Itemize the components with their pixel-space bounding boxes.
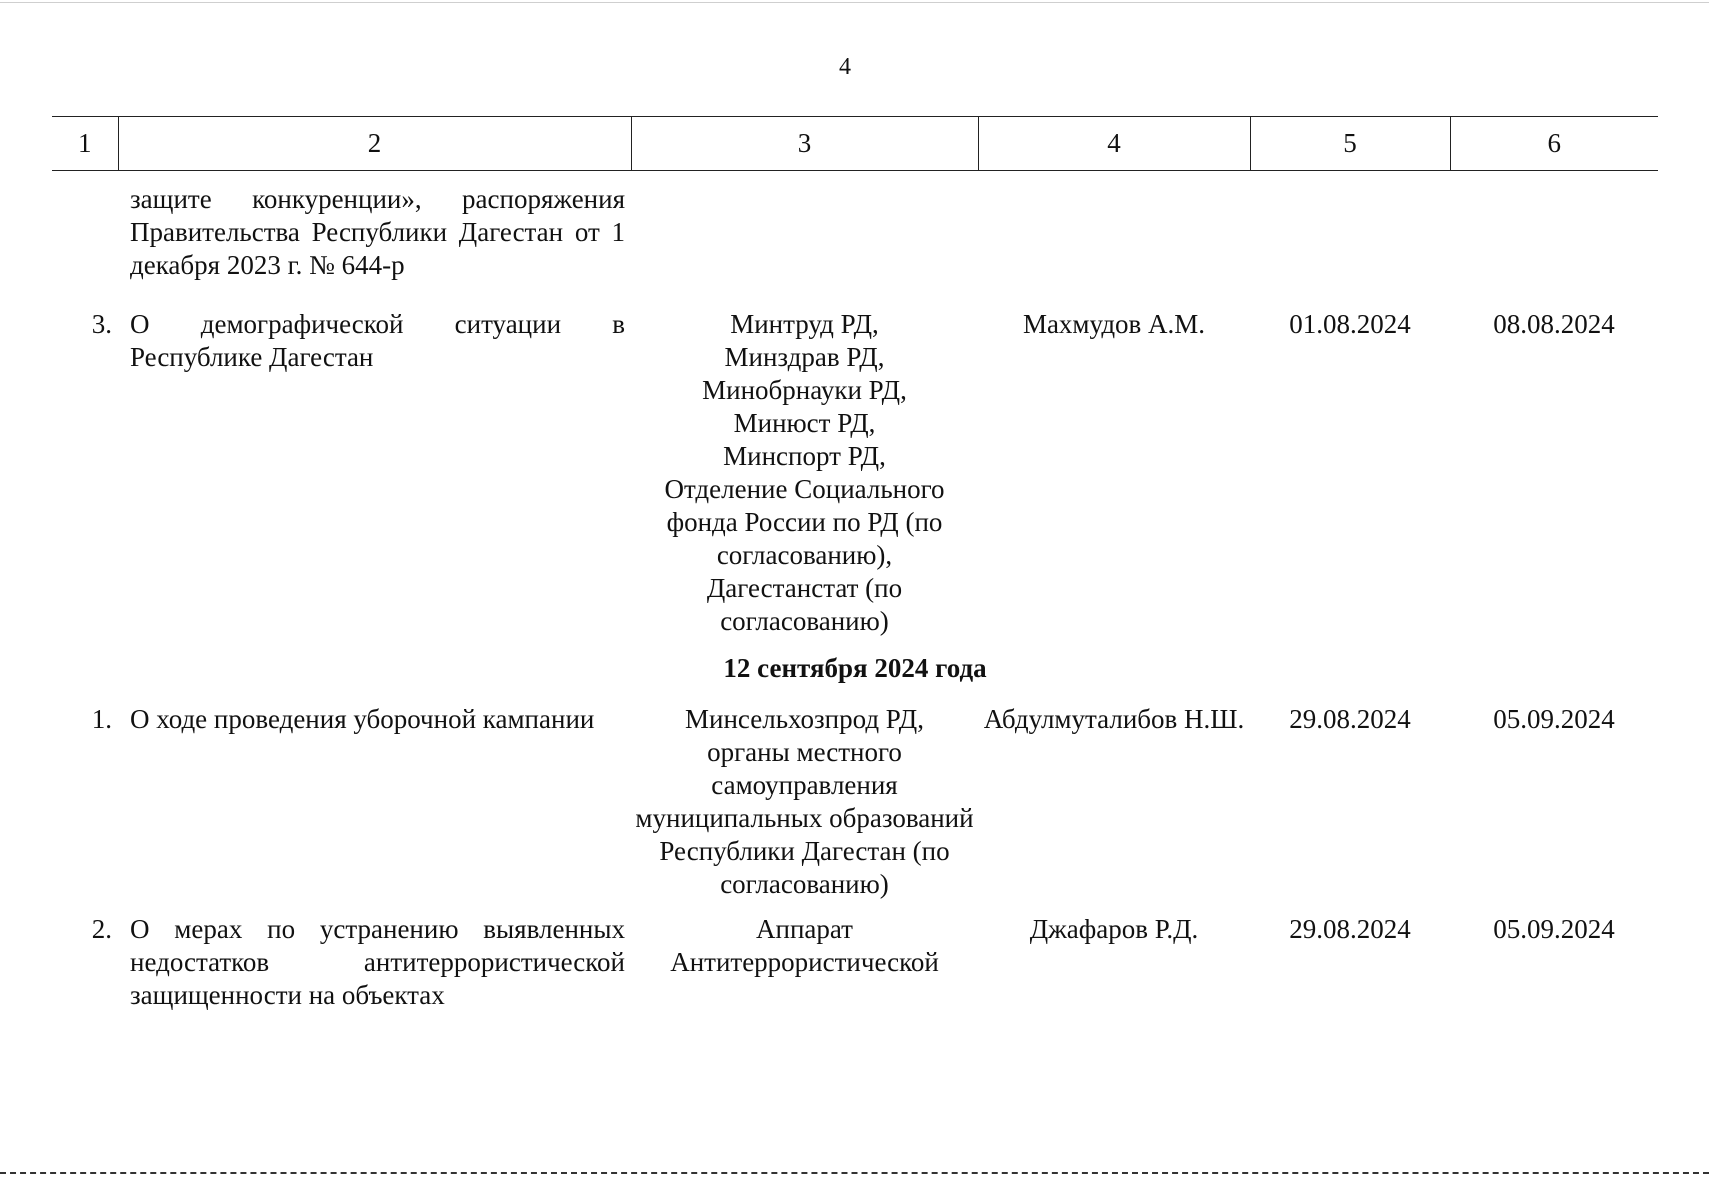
table-row — [52, 171, 1658, 309]
row-number: 1. — [91, 704, 112, 734]
header-col-6: 6 — [1450, 117, 1658, 171]
row-date-submit: 29.08.2024 — [1289, 704, 1411, 734]
row-date-meeting: 05.09.2024 — [1493, 914, 1615, 944]
row-number: 2. — [91, 914, 112, 944]
table-row — [52, 308, 1658, 650]
table-row — [52, 703, 1658, 913]
row-date-meeting — [1450, 171, 1658, 309]
row-date-submit: 29.08.2024 — [1289, 914, 1411, 944]
row-executors: Минтруд РД, Минздрав РД, Минобрнауки РД, Минюст РД, Минспорт РД, Отделение Социального фонда России по РД (по согласованию), Дагестанстат (по согласованию) — [664, 309, 945, 636]
page-number: 4 — [839, 54, 851, 80]
row-title: О ходе проведения уборочной кампании — [130, 704, 595, 734]
header-col-2: 2 — [118, 117, 631, 171]
row-date-submit: 01.08.2024 — [1289, 309, 1411, 339]
row-executors — [631, 171, 978, 309]
row-number — [52, 171, 118, 309]
row-executors: Минсельхозпрод РД, органы местного самоуправления муниципальных образований Республики Дагестан (по согласованию) — [635, 704, 974, 899]
row-date-submit — [1250, 171, 1450, 309]
row-responsible: Джафаров Р.Д. — [1029, 914, 1199, 944]
row-date-meeting: 05.09.2024 — [1493, 704, 1615, 734]
row-number: 3. — [91, 309, 112, 339]
row-executors: Аппарат Антитеррористической — [670, 914, 939, 977]
row-responsible: Махмудов А.М. — [1022, 309, 1206, 339]
table-body — [52, 171, 1658, 1025]
header-col-5: 5 — [1250, 117, 1450, 171]
scan-edge-bottom — [0, 1172, 1709, 1174]
table-header — [52, 117, 1658, 171]
header-row — [52, 117, 1658, 171]
row-responsible — [978, 171, 1250, 309]
header-col-4: 4 — [978, 117, 1250, 171]
section-heading-row — [52, 650, 1658, 703]
header-col-3: 3 — [631, 117, 978, 171]
row-title: О мерах по устранению выявленных недостатков антитеррористической защищенности на объектах — [130, 914, 625, 1010]
row-title: О демографической ситуации в Республике Дагестан — [130, 309, 625, 372]
row-responsible: Абдулмуталибов Н.Ш. — [983, 704, 1245, 734]
section-heading: 12 сентября 2024 года — [723, 653, 987, 683]
schedule-table — [52, 116, 1658, 1024]
table-row — [52, 913, 1658, 1024]
row-title: защите конкуренции», распоряжения Правительства Республики Дагестан от 1 декабря 2023 г. № 644-р — [130, 184, 625, 280]
header-col-1: 1 — [52, 117, 118, 171]
scan-edge-top — [0, 2, 1709, 3]
row-date-meeting: 08.08.2024 — [1493, 309, 1615, 339]
